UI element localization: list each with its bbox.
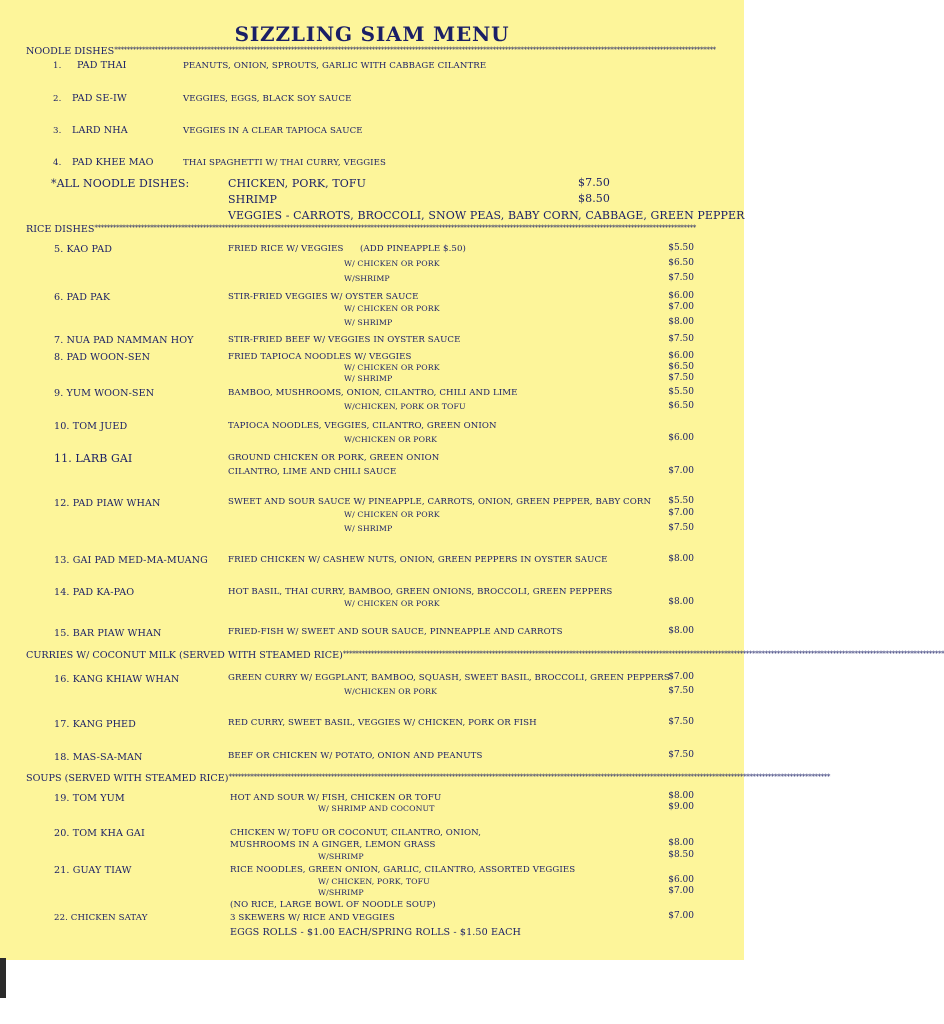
price: $7.50 <box>668 373 694 383</box>
all-noodles-shrimp: SHRIMP <box>228 193 278 206</box>
item-desc: VEGGIES, EGGS, BLACK SOY SAUCE <box>183 94 352 104</box>
item-option: W/ CHICKEN, PORK, TOFU <box>318 877 430 886</box>
price: $7.00 <box>668 466 694 476</box>
item-name: 9. YUM WOON-SEN <box>54 388 155 399</box>
item-desc: CILANTRO, LIME AND CHILI SAUCE <box>228 467 397 477</box>
section-title: NOODLE DISHES <box>26 46 115 57</box>
price: $6.00 <box>668 433 694 443</box>
price: $7.00 <box>668 886 694 896</box>
price: $6.00 <box>668 351 694 361</box>
price: $7.00 <box>668 302 694 312</box>
item-desc: 3 SKEWERS W/ RICE AND VEGGIES <box>230 913 395 923</box>
item-desc: MUSHROOMS IN A GINGER, LEMON GRASS <box>230 840 436 850</box>
item-name: PAD KHEE MAO <box>72 157 154 168</box>
item-note: (ADD PINEAPPLE $.50) <box>360 244 467 254</box>
item-option: W/ SHRIMP AND COCONUT <box>318 804 435 813</box>
item-number: 3. <box>53 126 62 136</box>
item-name: 20. TOM KHA GAI <box>54 828 145 839</box>
item-option: W/ SHRIMP <box>344 524 393 533</box>
item-option: W/ CHICKEN OR PORK <box>344 363 440 372</box>
item-name: PAD THAI <box>77 60 127 71</box>
price: $8.00 <box>668 554 694 564</box>
item-note: (NO RICE, LARGE BOWL OF NOODLE SOUP) <box>230 900 436 910</box>
item-name: 16. KANG KHIAW WHAN <box>54 674 180 685</box>
item-name: 11. LARB GAI <box>54 452 133 465</box>
item-name: 14. PAD KA-PAO <box>54 587 135 598</box>
item-option: W/ SHRIMP <box>344 318 393 327</box>
star-divider: ************************************************************************************************************************************************************************************************** <box>228 773 830 781</box>
all-noodles-veggies: VEGGIES - CARROTS, BROCCOLI, SNOW PEAS, BABY CORN, CABBAGE, GREEN PEPPER <box>228 209 745 222</box>
item-desc: CHICKEN W/ TOFU OR COCONUT, CILANTRO, ONION, <box>230 828 482 838</box>
item-desc: PEANUTS, ONION, SPROUTS, GARLIC WITH CABBAGE CILANTRE <box>183 61 487 71</box>
item-name: 18. MAS-SA-MAN <box>54 752 143 763</box>
item-name: 5. KAO PAD <box>54 244 113 255</box>
all-noodles-label: *ALL NOODLE DISHES: <box>51 177 190 190</box>
item-desc: GREEN CURRY W/ EGGPLANT, BAMBOO, SQUASH, SWEET BASIL, BROCCOLI, GREEN PEPPERS <box>228 673 670 683</box>
item-desc: TAPIOCA NOODLES, VEGGIES, CILANTRO, GREEN ONION <box>228 421 497 431</box>
price: $7.50 <box>668 523 694 533</box>
item-option: W/ CHICKEN OR PORK <box>344 304 440 313</box>
item-desc: HOT BASIL, THAI CURRY, BAMBOO, GREEN ONIONS, BROCCOLI, GREEN PEPPERS <box>228 587 613 597</box>
price: $8.00 <box>668 626 694 636</box>
item-number: 2. <box>53 94 62 104</box>
item-name: 15. BAR PIAW WHAN <box>54 628 162 639</box>
section-header-noodle <box>26 47 724 57</box>
star-divider: ************************************************************************************************************************************************************************************************** <box>94 224 696 232</box>
item-option: W/SHRIMP <box>318 852 364 861</box>
item-name: 10. TOM JUED <box>54 421 128 432</box>
item-option: W/ CHICKEN OR PORK <box>344 510 440 519</box>
item-desc: FRIED CHICKEN W/ CASHEW NUTS, ONION, GREEN PEPPERS IN OYSTER SAUCE <box>228 555 608 565</box>
page-edge-shadow <box>0 958 6 998</box>
price: $7.00 <box>668 508 694 518</box>
price: $8.00 <box>668 791 694 801</box>
item-name: 19. TOM YUM <box>54 793 125 804</box>
price: $7.50 <box>668 273 694 283</box>
menu-title: SIZZLING SIAM MENU <box>234 22 510 46</box>
price: $8.50 <box>668 850 694 860</box>
item-name: 6. PAD PAK <box>54 292 111 303</box>
item-desc: VEGGIES IN A CLEAR TAPIOCA SAUCE <box>183 126 363 136</box>
item-option: W/ CHICKEN OR PORK <box>344 599 440 608</box>
star-divider: ************************************************************************************************************************************************************************************************** <box>342 650 944 658</box>
section-title: CURRIES W/ COCONUT MILK (SERVED WITH STEAMED RICE) <box>26 650 343 661</box>
item-desc: GROUND CHICKEN OR PORK, GREEN ONION <box>228 453 440 463</box>
item-desc: BAMBOO, MUSHROOMS, ONION, CILANTRO, CHILI AND LIME <box>228 388 518 398</box>
item-desc: SWEET AND SOUR SAUCE W/ PINEAPPLE, CARROTS, ONION, GREEN PEPPER, BABY CORN <box>228 497 652 507</box>
item-option: W/ CHICKEN OR PORK <box>344 259 440 268</box>
price: $5.50 <box>668 243 694 253</box>
item-desc: FRIED-FISH W/ SWEET AND SOUR SAUCE, PINNEAPPLE AND CARROTS <box>228 627 563 637</box>
item-name: LARD NHA <box>72 125 128 136</box>
price: $8.50 <box>578 192 610 205</box>
item-name: 8. PAD WOON-SEN <box>54 352 151 363</box>
price: $6.00 <box>668 291 694 301</box>
item-number: 4. <box>53 158 62 168</box>
item-option: W/SHRIMP <box>344 274 390 283</box>
price: $7.00 <box>668 672 694 682</box>
item-name: 17. KANG PHED <box>54 719 136 730</box>
item-desc: STIR-FRIED VEGGIES W/ OYSTER SAUCE <box>228 292 419 302</box>
price: $6.00 <box>668 875 694 885</box>
item-name: 21. GUAY TIAW <box>54 865 132 876</box>
price: $5.50 <box>668 496 694 506</box>
item-name: PAD SE-IW <box>72 93 127 104</box>
item-option: W/CHICKEN, PORK OR TOFU <box>344 402 466 411</box>
price: $6.50 <box>668 362 694 372</box>
section-header-rice <box>26 225 724 235</box>
price: $7.50 <box>668 334 694 344</box>
star-divider: ************************************************************************************************************************************************************************************************** <box>114 46 716 54</box>
item-name: 22. CHICKEN SATAY <box>54 913 148 923</box>
item-desc: STIR-FRIED BEEF W/ VEGGIES IN OYSTER SAUCE <box>228 335 461 345</box>
item-desc: RICE NOODLES, GREEN ONION, GARLIC, CILANTRO, ASSORTED VEGGIES <box>230 865 576 875</box>
price: $9.00 <box>668 802 694 812</box>
price: $7.50 <box>578 176 610 189</box>
rolls-line: EGGS ROLLS - $1.00 EACH/SPRING ROLLS - $1.50 EACH <box>230 927 522 938</box>
item-option: W/SHRIMP <box>318 888 364 897</box>
item-desc: HOT AND SOUR W/ FISH, CHICKEN OR TOFU <box>230 793 442 803</box>
item-desc: RED CURRY, SWEET BASIL, VEGGIES W/ CHICKEN, PORK OR FISH <box>228 718 537 728</box>
all-noodles-meat: CHICKEN, PORK, TOFU <box>228 177 367 190</box>
price: $8.00 <box>668 597 694 607</box>
item-desc: FRIED RICE W/ VEGGIES <box>228 244 344 254</box>
item-desc: THAI SPAGHETTI W/ THAI CURRY, VEGGIES <box>183 158 387 168</box>
price: $7.50 <box>668 686 694 696</box>
item-option: W/CHICKEN OR PORK <box>344 687 438 696</box>
price: $8.00 <box>668 317 694 327</box>
item-name: 12. PAD PIAW WHAN <box>54 498 161 509</box>
price: $7.00 <box>668 911 694 921</box>
section-header-curries <box>26 650 944 661</box>
price: $7.50 <box>668 717 694 727</box>
price: $5.50 <box>668 387 694 397</box>
item-option: W/ SHRIMP <box>344 374 393 383</box>
item-name: 7. NUA PAD NAMMAN HOY <box>54 335 194 346</box>
item-number: 1. <box>53 61 62 71</box>
price: $8.00 <box>668 838 694 848</box>
price: $7.50 <box>668 750 694 760</box>
item-desc: BEEF OR CHICKEN W/ POTATO, ONION AND PEANUTS <box>228 751 483 761</box>
item-name: 13. GAI PAD MED-MA-MUANG <box>54 555 208 566</box>
item-option: W/CHICKEN OR PORK <box>344 435 438 444</box>
section-title: SOUPS (SERVED WITH STEAMED RICE) <box>26 773 229 784</box>
price: $6.50 <box>668 258 694 268</box>
section-header-soups <box>26 773 830 784</box>
section-title: RICE DISHES <box>26 224 95 235</box>
price: $6.50 <box>668 401 694 411</box>
item-desc: FRIED TAPIOCA NOODLES W/ VEGGIES <box>228 352 412 362</box>
